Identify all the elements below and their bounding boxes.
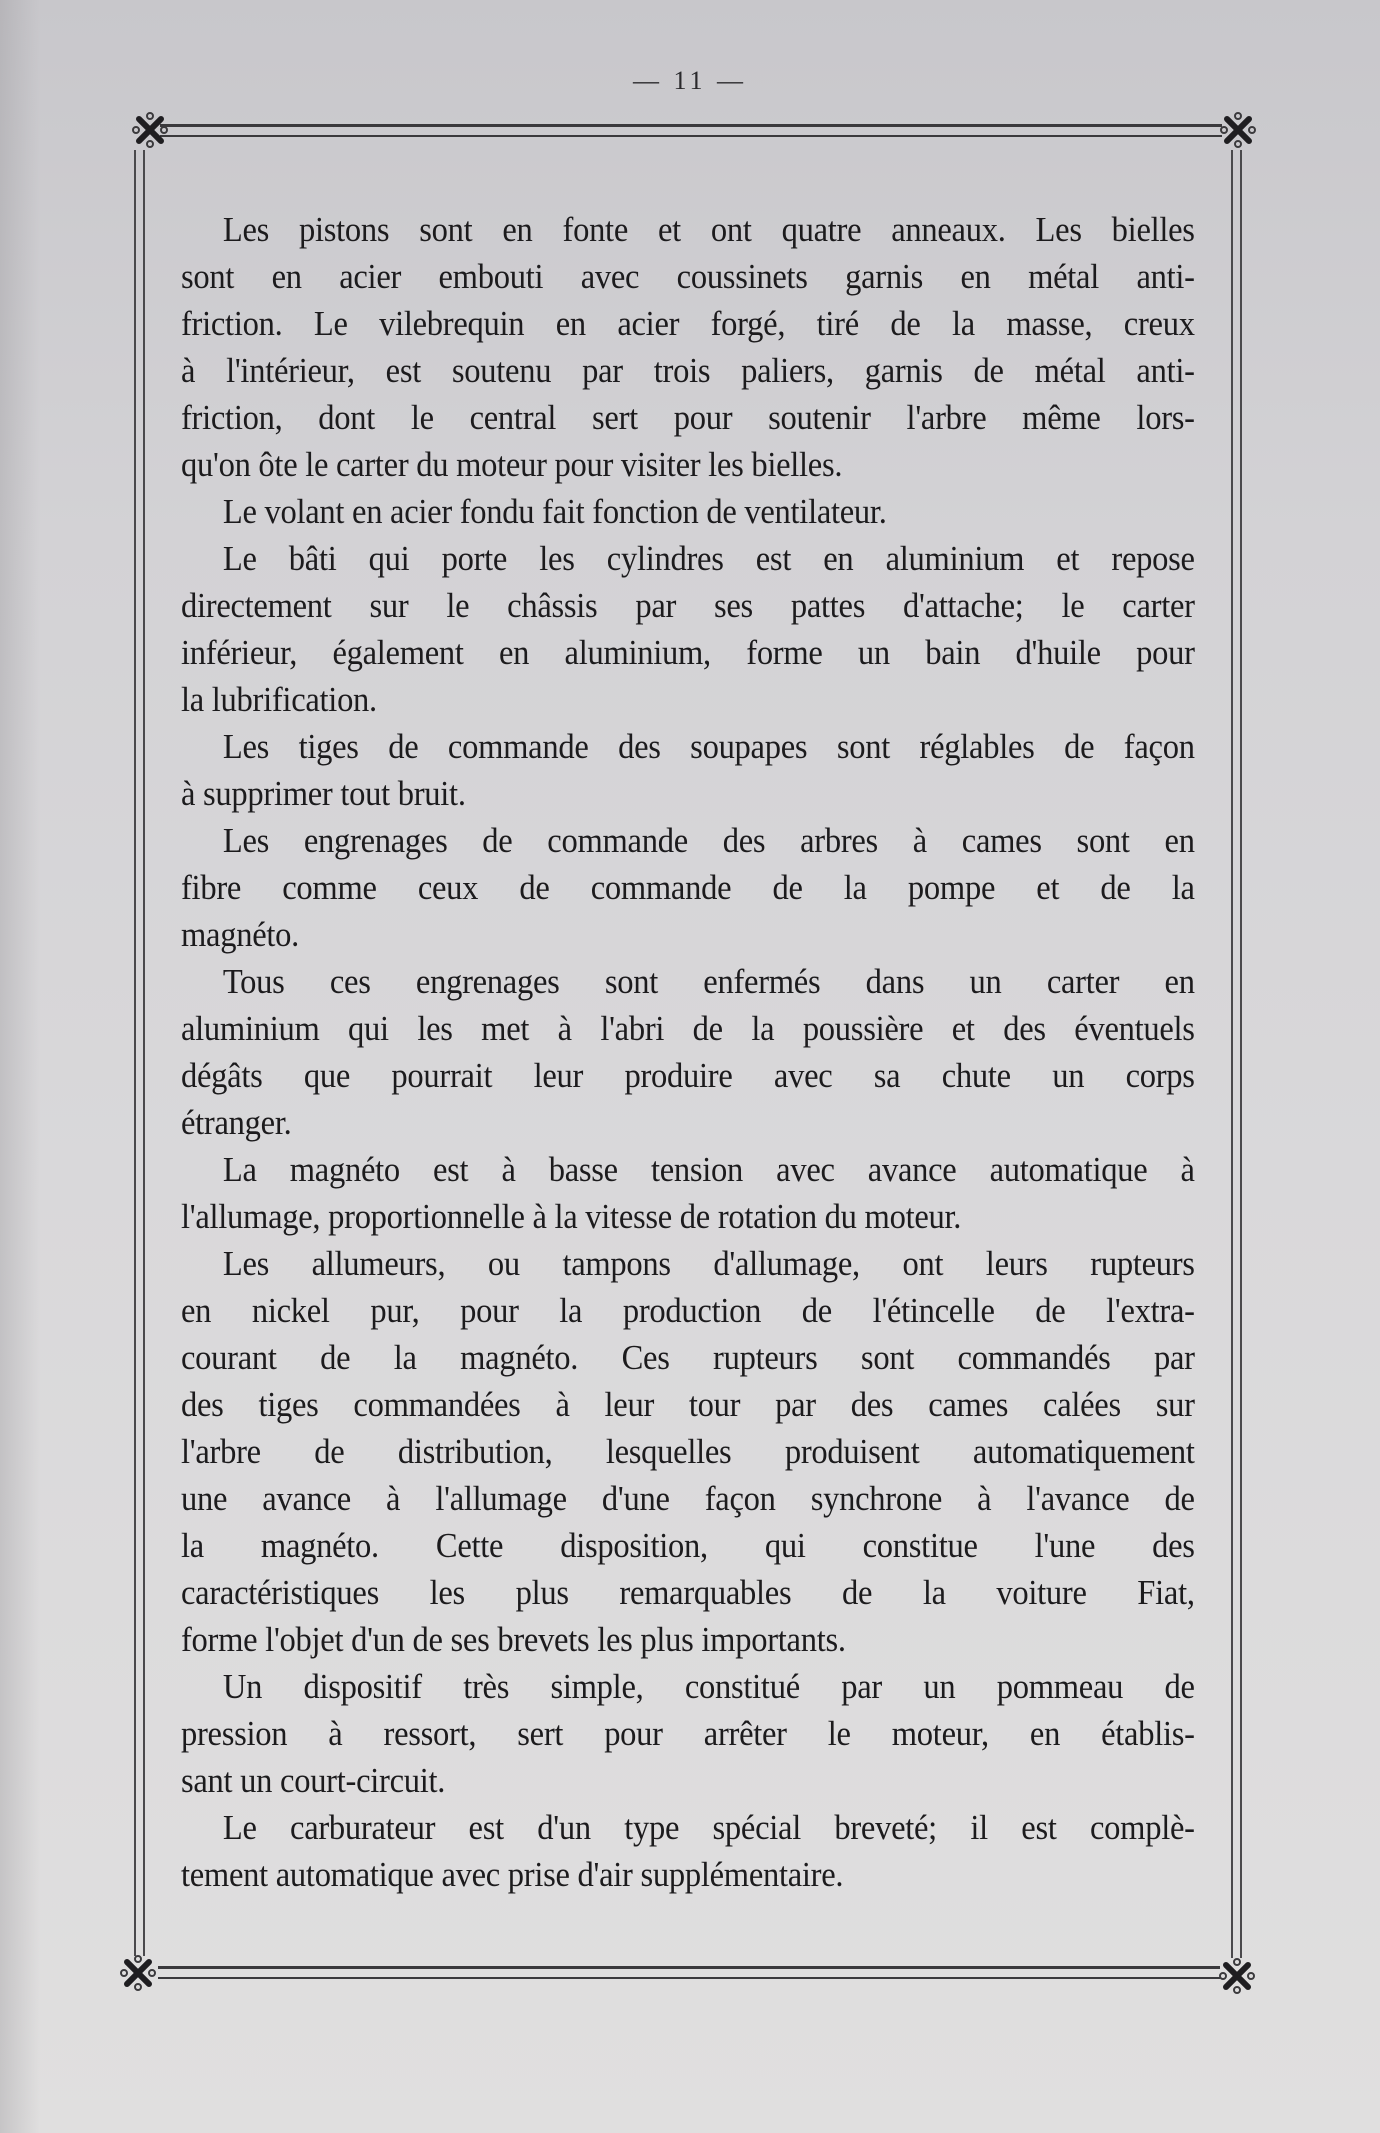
frame-bottom-rule-inner bbox=[158, 1977, 1220, 1979]
page-edge-shadow bbox=[0, 0, 40, 2133]
text-line: inférieur, également en aluminium, forme un bain d'huile pour bbox=[181, 633, 1195, 672]
text-line: des tiges commandées à leur tour par des cames calées sur bbox=[181, 1385, 1195, 1424]
paragraph-first-line: Tous ces engrenages sont enfermés dans un carter en bbox=[222, 962, 1195, 1001]
corner-ornament-icon bbox=[130, 110, 170, 150]
text-line: friction. Le vilebrequin en acier forgé, tiré de la masse, creux bbox=[181, 304, 1195, 343]
text-line: la lubrification. bbox=[181, 680, 377, 719]
text-line: sont en acier embouti avec coussinets garnis en métal anti- bbox=[181, 257, 1195, 296]
frame-top-rule-outer bbox=[160, 124, 1222, 127]
text-line: la magnéto. Cette disposition, qui constitue l'une des bbox=[181, 1526, 1195, 1565]
frame-left-rule-inner bbox=[143, 150, 145, 1956]
text-line: caractéristiques les plus remarquables de la voiture Fiat, bbox=[181, 1573, 1195, 1612]
text-line: fibre comme ceux de commande de la pompe et de la bbox=[181, 868, 1195, 907]
text-line: en nickel pur, pour la production de l'étincelle de l'extra- bbox=[181, 1291, 1195, 1330]
text-line: directement sur le châssis par ses pattes d'attache; le carter bbox=[181, 586, 1195, 625]
text-line: l'arbre de distribution, lesquelles produisent automatiquement bbox=[181, 1432, 1195, 1471]
paragraph-first-line: La magnéto est à basse tension avec avance automatique à bbox=[222, 1150, 1195, 1189]
text-line: magnéto. bbox=[181, 915, 299, 954]
paragraph-first-line: Le carburateur est d'un type spécial breveté; il est complè- bbox=[222, 1808, 1195, 1847]
text-line: courant de la magnéto. Ces rupteurs sont commandés par bbox=[181, 1338, 1195, 1377]
text-line: forme l'objet d'un de ses brevets les plus importants. bbox=[181, 1620, 846, 1659]
text-line: à l'intérieur, est soutenu par trois paliers, garnis de métal anti- bbox=[181, 351, 1195, 390]
text-line: tement automatique avec prise d'air supplémentaire. bbox=[181, 1855, 844, 1894]
text-line: qu'on ôte le carter du moteur pour visiter les bielles. bbox=[181, 445, 843, 484]
frame-left-rule-outer bbox=[134, 150, 136, 1956]
page-number: — 11 — bbox=[632, 66, 748, 95]
frame-bottom-rule-outer bbox=[158, 1966, 1220, 1969]
frame-right-rule-inner bbox=[1231, 150, 1233, 1958]
frame-right-rule-outer bbox=[1240, 150, 1242, 1958]
text-line: à supprimer tout bruit. bbox=[181, 774, 466, 813]
frame-top-rule-inner bbox=[160, 135, 1222, 137]
paragraph-first-line: Le volant en acier fondu fait fonction de ventilateur. bbox=[222, 492, 887, 531]
paragraph-first-line: Les tiges de commande des soupapes sont réglables de façon bbox=[222, 727, 1195, 766]
paragraph-first-line: Les pistons sont en fonte et ont quatre anneaux. Les bielles bbox=[222, 210, 1195, 249]
text-line: étranger. bbox=[181, 1103, 292, 1142]
text-line: pression à ressort, sert pour arrêter le moteur, en établis- bbox=[181, 1714, 1195, 1753]
text-line: friction, dont le central sert pour soutenir l'arbre même lors- bbox=[181, 398, 1195, 437]
paragraph-first-line: Un dispositif très simple, constitué par un pommeau de bbox=[222, 1667, 1195, 1706]
paragraph-first-line: Les allumeurs, ou tampons d'allumage, ont leurs rupteurs bbox=[222, 1244, 1195, 1283]
text-line: dégâts que pourrait leur produire avec sa chute un corps bbox=[181, 1056, 1195, 1095]
corner-ornament-icon bbox=[118, 1953, 158, 1993]
text-line: sant un court-circuit. bbox=[181, 1761, 446, 1800]
paragraph-first-line: Les engrenages de commande des arbres à cames sont en bbox=[222, 821, 1195, 860]
text-line: l'allumage, proportionnelle à la vitesse de rotation du moteur. bbox=[181, 1197, 962, 1236]
corner-ornament-icon bbox=[1218, 110, 1258, 150]
body-text bbox=[181, 206, 1195, 1898]
paragraph-first-line: Le bâti qui porte les cylindres est en aluminium et repose bbox=[222, 539, 1195, 578]
corner-ornament-icon bbox=[1217, 1956, 1257, 1996]
text-line: aluminium qui les met à l'abri de la poussière et des éventuels bbox=[181, 1009, 1195, 1048]
text-line: une avance à l'allumage d'une façon synchrone à l'avance de bbox=[181, 1479, 1195, 1518]
